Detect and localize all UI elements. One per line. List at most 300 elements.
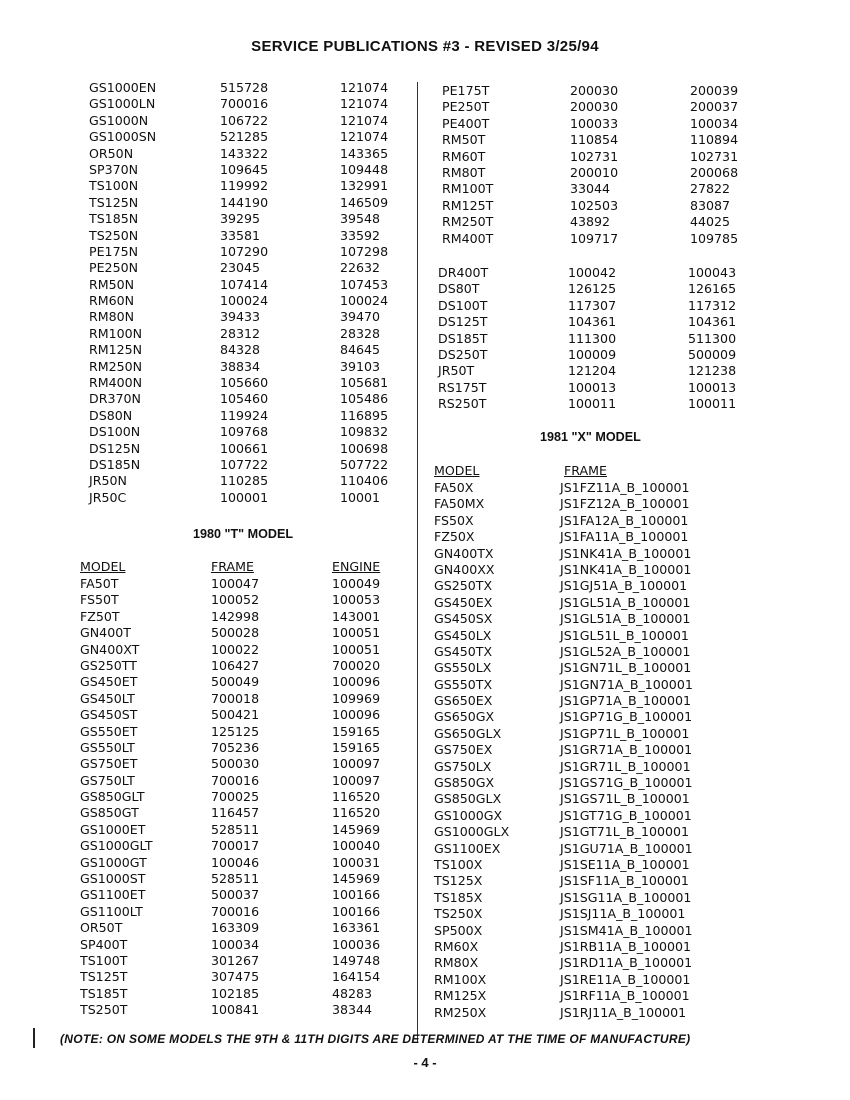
right-top-model-cell: RM50T (442, 132, 486, 148)
x-model-frame-cell: JS1NK41A_B_100001 (560, 561, 692, 577)
x-model-row (430, 660, 840, 676)
t-model-engine-cell: 100051 (332, 641, 381, 657)
t-model-model-cell: FS50T (80, 592, 119, 608)
t-model-engine-cell: 48283 (332, 985, 373, 1001)
left-top-engine-cell: 121074 (340, 80, 389, 95)
t-model-engine-cell: 116520 (332, 789, 381, 805)
left-top-model-cell: DS185N (89, 456, 141, 472)
x-model-frame-cell: JS1GU71A_B_100001 (560, 840, 693, 856)
right-mid-model-cell: DR400T (438, 265, 489, 280)
left-top-engine-cell: 39548 (340, 211, 381, 227)
t-model-engine-cell: 100166 (332, 887, 381, 903)
x-model-model-cell: GS1000GLX (434, 824, 510, 840)
left-top-model-cell: TS100N (89, 178, 139, 194)
x-model-frame-cell: JS1GP71G_B_100001 (560, 709, 693, 725)
t-model-model-cell: TS125T (80, 969, 128, 985)
right-mid-frame-cell: 104361 (568, 314, 617, 330)
t-model-model-cell: GS1000GLT (80, 838, 153, 854)
x-model-model-cell: TS250X (434, 906, 483, 922)
t-model-frame-cell: 700025 (211, 789, 260, 805)
t-model-frame-cell: 100034 (211, 936, 260, 952)
right-mid-model-cell: RS175T (438, 379, 487, 395)
left-top-engine-cell: 105681 (340, 375, 389, 391)
t-model-engine-cell: 100040 (332, 838, 381, 854)
x-model-row (430, 906, 840, 922)
t-model-row (80, 609, 415, 625)
t-model-frame-cell: 100047 (211, 576, 260, 591)
right-top-engine-cell: 200039 (690, 83, 739, 98)
left-top-row (85, 228, 415, 244)
x-model-model-cell: GS550LX (434, 660, 492, 676)
left-top-frame-cell: 515728 (220, 80, 269, 95)
right-top-frame-cell: 200010 (570, 164, 619, 180)
t-model-row (80, 855, 415, 871)
x-model-row (430, 611, 840, 627)
t-model-frame-cell: 705236 (211, 739, 260, 755)
right-top-row (440, 231, 840, 247)
t-model-engine-cell: 149748 (332, 952, 381, 968)
t-model-model-cell: GN400T (80, 625, 131, 641)
right-mid-frame-cell: 126125 (568, 281, 617, 297)
right-mid-row (438, 396, 838, 412)
left-top-engine-cell: 39470 (340, 309, 381, 325)
x-model-frame-cell: JS1GT71L_B_100001 (560, 824, 690, 840)
left-top-frame-cell: 119992 (220, 178, 269, 194)
t-model-engine-cell: 159165 (332, 723, 381, 739)
t-model-frame-cell: 142998 (211, 608, 260, 624)
t-model-model-cell: TS250T (80, 1002, 128, 1018)
left-top-engine-cell: 28328 (340, 325, 381, 341)
t-model-model-cell: GS1000ST (80, 871, 146, 887)
x-model-model-cell: GS750EX (434, 742, 493, 758)
left-top-frame-cell: 521285 (220, 129, 269, 145)
t-model-model-cell: GS1100LT (80, 903, 143, 919)
x-model-frame-cell: JS1GL51A_B_100001 (560, 611, 691, 627)
t-model-frame-cell: 700016 (211, 772, 260, 788)
right-top-engine-cell: 27822 (690, 181, 731, 197)
left-top-frame-cell: 38834 (220, 358, 261, 374)
t-model-row (80, 805, 415, 821)
t-model-engine-cell: 100053 (332, 592, 381, 608)
left-top-row (85, 178, 415, 194)
left-top-row (85, 408, 415, 424)
right-top-model-cell: RM80T (442, 164, 486, 180)
right-mid-engine-cell: 100043 (688, 265, 737, 280)
right-mid-table (438, 265, 838, 413)
left-top-row (85, 96, 415, 112)
t-model-model-cell: GS550ET (80, 723, 138, 739)
left-top-frame-cell: 143322 (220, 145, 269, 161)
t-model-engine-cell: 100097 (332, 756, 381, 772)
t-model-frame-cell: 700017 (211, 838, 260, 854)
right-top-row (440, 149, 840, 165)
right-mid-model-cell: DS185T (438, 330, 488, 346)
x-model-frame-cell: JS1RF11A_B_100001 (560, 988, 690, 1004)
left-top-engine-cell: 121074 (340, 96, 389, 112)
page-title: SERVICE PUBLICATIONS #3 - REVISED 3/25/94 (251, 38, 599, 55)
x-model-frame-cell: JS1RB11A_B_100001 (560, 938, 692, 954)
t-model-engine-cell: 100036 (332, 936, 381, 952)
x-model-model-cell: RM125X (434, 988, 487, 1004)
t-model-model-cell: TS185T (80, 985, 128, 1001)
t-model-engine-cell: 109969 (332, 690, 381, 706)
right-mid-frame-cell: 100013 (568, 379, 617, 395)
left-top-row (85, 162, 415, 178)
left-top-frame-cell: 33581 (220, 227, 261, 243)
left-top-frame-cell: 105660 (220, 375, 269, 391)
t-model-engine-cell: 145969 (332, 821, 381, 837)
t-model-frame-cell: 500421 (211, 707, 260, 723)
left-top-frame-cell: 110285 (220, 473, 269, 489)
t-model-row (80, 691, 415, 707)
left-top-engine-cell: 84645 (340, 342, 381, 358)
right-mid-model-cell: DS100T (438, 297, 488, 313)
x-model-header-frame: FRAME (564, 463, 607, 478)
x-model-title: 1981 "X" MODEL (540, 430, 641, 444)
t-model-engine-cell: 145969 (332, 871, 381, 887)
t-model-frame-cell: 106427 (211, 657, 260, 673)
left-top-frame-cell: 107290 (220, 243, 269, 259)
left-top-row (85, 309, 415, 325)
left-top-engine-cell: 146509 (340, 194, 389, 210)
t-model-frame-cell: 100022 (211, 641, 260, 657)
left-top-model-cell: OR50N (89, 145, 134, 161)
t-model-frame-cell: 500037 (211, 887, 260, 903)
left-top-row (85, 113, 415, 129)
right-top-model-cell: RM250T (442, 214, 494, 230)
left-top-model-cell: RM50N (89, 276, 135, 292)
right-top-engine-cell: 200068 (690, 164, 739, 180)
left-top-engine-cell: 39103 (340, 358, 381, 374)
right-mid-engine-cell: 100011 (688, 396, 737, 412)
left-top-frame-cell: 119924 (220, 407, 269, 423)
left-top-row (85, 457, 415, 473)
x-model-model-cell: TS125X (434, 873, 483, 889)
right-mid-row (438, 380, 838, 396)
left-top-model-cell: RM60N (89, 293, 135, 309)
left-top-table (85, 80, 415, 506)
right-top-model-cell: RM125T (442, 197, 494, 213)
x-model-model-cell: FS50X (434, 512, 474, 528)
x-model-frame-cell: JS1RE11A_B_100001 (560, 971, 691, 987)
t-model-header (80, 558, 415, 576)
t-model-row (80, 576, 415, 592)
x-model-row (430, 742, 840, 758)
x-model-frame-cell: JS1SE11A_B_100001 (560, 856, 690, 872)
left-top-row (85, 195, 415, 211)
t-model-model-cell: GS550LT (80, 739, 135, 755)
left-top-engine-cell: 121074 (340, 112, 389, 128)
page-number: - 4 - (413, 1055, 437, 1070)
t-model-row (80, 707, 415, 723)
x-model-row (430, 1005, 840, 1021)
x-model-row (430, 873, 840, 889)
t-model-model-cell: GS1000GT (80, 854, 147, 870)
t-model-model-cell: OR50T (80, 920, 123, 936)
t-model-header-engine: ENGINE (332, 559, 381, 574)
left-top-model-cell: DS80N (89, 407, 133, 423)
left-top-row (85, 129, 415, 145)
x-model-frame-cell: JS1GL51L_B_100001 (560, 627, 689, 643)
t-model-model-cell: GS1100ET (80, 887, 146, 903)
right-mid-row (438, 314, 838, 330)
t-model-frame-cell: 500049 (211, 674, 260, 690)
t-model-model-cell: GS1000ET (80, 821, 146, 837)
x-model-row (430, 923, 840, 939)
left-top-model-cell: PE250N (89, 260, 139, 276)
t-model-model-cell: GS750ET (80, 756, 138, 772)
left-top-row (85, 473, 415, 489)
t-model-frame-cell: 301267 (211, 952, 260, 968)
right-mid-frame-cell: 111300 (568, 330, 617, 346)
t-model-row (80, 789, 415, 805)
right-mid-frame-cell: 100042 (568, 265, 617, 280)
left-top-frame-cell: 107414 (220, 276, 269, 292)
right-mid-frame-cell: 117307 (568, 297, 617, 313)
left-top-engine-cell: 143365 (340, 145, 389, 161)
left-top-row (85, 277, 415, 293)
t-model-frame-cell: 500028 (211, 625, 260, 641)
left-top-row (85, 326, 415, 342)
t-model-model-cell: GS450LT (80, 690, 135, 706)
left-top-engine-cell: 22632 (340, 260, 381, 276)
left-top-model-cell: RM125N (89, 342, 143, 358)
x-model-frame-cell: JS1GL52A_B_100001 (560, 643, 691, 659)
t-model-frame-cell: 700016 (211, 903, 260, 919)
t-model-frame-cell: 528511 (211, 871, 260, 887)
t-model-row (80, 920, 415, 936)
x-model-header (430, 462, 840, 480)
right-top-engine-cell: 44025 (690, 214, 731, 230)
x-model-frame-cell: JS1GN71L_B_100001 (560, 660, 692, 676)
right-mid-row (438, 331, 838, 347)
t-model-frame-cell: 100052 (211, 592, 260, 608)
right-top-row (440, 198, 840, 214)
x-model-model-cell: GS450TX (434, 643, 493, 659)
right-top-engine-cell: 83087 (690, 197, 731, 213)
left-top-frame-cell: 28312 (220, 325, 261, 341)
t-model-row (80, 740, 415, 756)
t-model-frame-cell: 163309 (211, 920, 260, 936)
x-model-row (430, 841, 840, 857)
right-mid-engine-cell: 117312 (688, 297, 737, 313)
left-top-frame-cell: 109645 (220, 161, 269, 177)
x-model-model-cell: GS450LX (434, 627, 492, 643)
left-top-engine-cell: 10001 (340, 489, 381, 505)
t-model-frame-cell: 116457 (211, 805, 260, 821)
t-model-engine-cell: 100049 (332, 576, 381, 591)
left-top-engine-cell: 110406 (340, 473, 389, 489)
x-model-model-cell: FA50MX (434, 496, 485, 512)
right-mid-frame-cell: 100011 (568, 396, 617, 412)
t-model-engine-cell: 163361 (332, 920, 381, 936)
left-top-engine-cell: 107298 (340, 243, 389, 259)
t-model-row (80, 674, 415, 690)
right-mid-engine-cell: 500009 (688, 346, 737, 362)
t-model-table (80, 558, 415, 1019)
x-model-frame-cell: JS1GS71L_B_100001 (560, 791, 690, 807)
x-model-row (430, 791, 840, 807)
left-top-frame-cell: 105460 (220, 391, 269, 407)
x-model-model-cell: SP500X (434, 922, 483, 938)
note-bar (33, 1028, 35, 1048)
right-mid-row (438, 281, 838, 297)
t-model-row (80, 592, 415, 608)
x-model-row (430, 726, 840, 742)
right-top-frame-cell: 102731 (570, 148, 619, 164)
x-model-row (430, 562, 840, 578)
t-model-engine-cell: 38344 (332, 1002, 373, 1018)
x-model-frame-cell: JS1GT71G_B_100001 (560, 807, 692, 823)
left-top-row (85, 359, 415, 375)
x-model-model-cell: FA50X (434, 480, 474, 495)
x-model-model-cell: GS450SX (434, 611, 493, 627)
x-model-frame-cell: JS1SJ11A_B_100001 (560, 906, 686, 922)
left-top-model-cell: TS250N (89, 227, 139, 243)
x-model-row (430, 644, 840, 660)
right-top-row (440, 132, 840, 148)
left-top-engine-cell: 107453 (340, 276, 389, 292)
right-mid-frame-cell: 100009 (568, 346, 617, 362)
left-top-model-cell: DS100N (89, 424, 141, 440)
t-model-model-cell: FA50T (80, 576, 119, 591)
right-top-engine-cell: 109785 (690, 230, 739, 246)
t-model-title: 1980 "T" MODEL (193, 527, 294, 541)
x-model-frame-cell: JS1NK41A_B_100001 (560, 545, 692, 561)
x-model-model-cell: GN400XX (434, 561, 495, 577)
left-top-row (85, 342, 415, 358)
t-model-row (80, 838, 415, 854)
left-top-model-cell: PE175N (89, 243, 139, 259)
x-model-model-cell: GS1100EX (434, 840, 501, 856)
right-top-model-cell: RM60T (442, 148, 486, 164)
right-mid-frame-cell: 121204 (568, 363, 617, 379)
x-model-frame-cell: JS1GS71G_B_100001 (560, 775, 693, 791)
x-model-frame-cell: JS1FZ11A_B_100001 (560, 480, 690, 495)
left-top-model-cell: RM400N (89, 375, 143, 391)
right-top-engine-cell: 110894 (690, 132, 739, 148)
right-mid-engine-cell: 100013 (688, 379, 737, 395)
x-model-row (430, 988, 840, 1004)
t-model-model-cell: GS850GLT (80, 789, 145, 805)
t-model-model-cell: GS750LT (80, 772, 135, 788)
right-top-row (440, 214, 840, 230)
x-model-row (430, 628, 840, 644)
t-model-model-cell: GS450ET (80, 674, 138, 690)
right-mid-engine-cell: 511300 (688, 330, 737, 346)
x-model-frame-cell: JS1RJ11A_B_100001 (560, 1004, 687, 1020)
x-model-frame-cell: JS1FZ12A_B_100001 (560, 496, 690, 512)
x-model-row (430, 890, 840, 906)
left-top-engine-cell: 132991 (340, 178, 389, 194)
t-model-frame-cell: 500030 (211, 756, 260, 772)
x-model-row (430, 857, 840, 873)
left-top-row (85, 375, 415, 391)
t-model-row (80, 822, 415, 838)
right-top-engine-cell: 100034 (690, 115, 739, 131)
t-model-row (80, 756, 415, 772)
t-model-frame-cell: 100046 (211, 854, 260, 870)
right-top-model-cell: PE400T (442, 115, 490, 131)
right-top-engine-cell: 102731 (690, 148, 739, 164)
x-model-model-cell: RM80X (434, 955, 479, 971)
right-top-frame-cell: 33044 (570, 181, 611, 197)
x-model-frame-cell: JS1GP71A_B_100001 (560, 693, 692, 709)
left-top-row (85, 80, 415, 96)
left-top-model-cell: GS1000N (89, 112, 149, 128)
x-model-row (430, 513, 840, 529)
t-model-engine-cell: 100097 (332, 772, 381, 788)
x-model-model-cell: RM100X (434, 971, 487, 987)
t-model-frame-cell: 307475 (211, 969, 260, 985)
t-model-engine-cell: 100031 (332, 854, 381, 870)
left-top-model-cell: DS125N (89, 440, 141, 456)
left-top-engine-cell: 100024 (340, 293, 389, 309)
x-model-row (430, 939, 840, 955)
x-model-frame-cell: JS1GR71L_B_100001 (560, 758, 691, 774)
right-mid-model-cell: RS250T (438, 396, 487, 412)
right-mid-model-cell: JR50T (438, 363, 475, 379)
t-model-row (80, 724, 415, 740)
left-top-row (85, 244, 415, 260)
x-model-row (430, 595, 840, 611)
t-model-header-model: MODEL (80, 559, 126, 574)
right-mid-row (438, 265, 838, 281)
x-model-model-cell: GS650GX (434, 709, 495, 725)
t-model-frame-cell: 100841 (211, 1002, 260, 1018)
left-top-frame-cell: 23045 (220, 260, 261, 276)
t-model-engine-cell: 100051 (332, 625, 381, 641)
x-model-row (430, 808, 840, 824)
x-model-row (430, 693, 840, 709)
x-model-frame-cell: JS1GL51A_B_100001 (560, 594, 691, 610)
left-top-engine-cell: 109448 (340, 161, 389, 177)
x-model-model-cell: TS185X (434, 889, 483, 905)
right-mid-model-cell: DS250T (438, 346, 488, 362)
x-model-row (430, 824, 840, 840)
left-top-frame-cell: 700016 (220, 96, 269, 112)
x-model-model-cell: GS750LX (434, 758, 492, 774)
x-model-row (430, 546, 840, 562)
t-model-model-cell: GS850GT (80, 805, 139, 821)
right-top-model-cell: PE175T (442, 83, 490, 98)
left-top-frame-cell: 100024 (220, 293, 269, 309)
left-top-engine-cell: 100698 (340, 440, 389, 456)
x-model-frame-cell: JS1FA11A_B_100001 (560, 529, 689, 545)
t-model-row (80, 1002, 415, 1018)
t-model-row (80, 937, 415, 953)
x-model-model-cell: GN400TX (434, 545, 494, 561)
right-top-model-cell: PE250T (442, 99, 490, 115)
right-top-frame-cell: 102503 (570, 197, 619, 213)
t-model-row (80, 871, 415, 887)
right-top-row (440, 165, 840, 181)
left-top-engine-cell: 109832 (340, 424, 389, 440)
left-top-model-cell: GS1000EN (89, 80, 157, 95)
left-top-frame-cell: 144190 (220, 194, 269, 210)
right-top-model-cell: RM400T (442, 230, 494, 246)
t-model-engine-cell: 164154 (332, 969, 381, 985)
x-model-model-cell: FZ50X (434, 529, 475, 545)
x-model-frame-cell: JS1SG11A_B_100001 (560, 889, 692, 905)
t-model-row (80, 986, 415, 1002)
x-model-model-cell: TS100X (434, 856, 483, 872)
t-model-engine-cell: 159165 (332, 739, 381, 755)
right-top-frame-cell: 109717 (570, 230, 619, 246)
left-top-engine-cell: 116895 (340, 407, 389, 423)
t-model-engine-cell: 143001 (332, 608, 381, 624)
right-top-frame-cell: 110854 (570, 132, 619, 148)
